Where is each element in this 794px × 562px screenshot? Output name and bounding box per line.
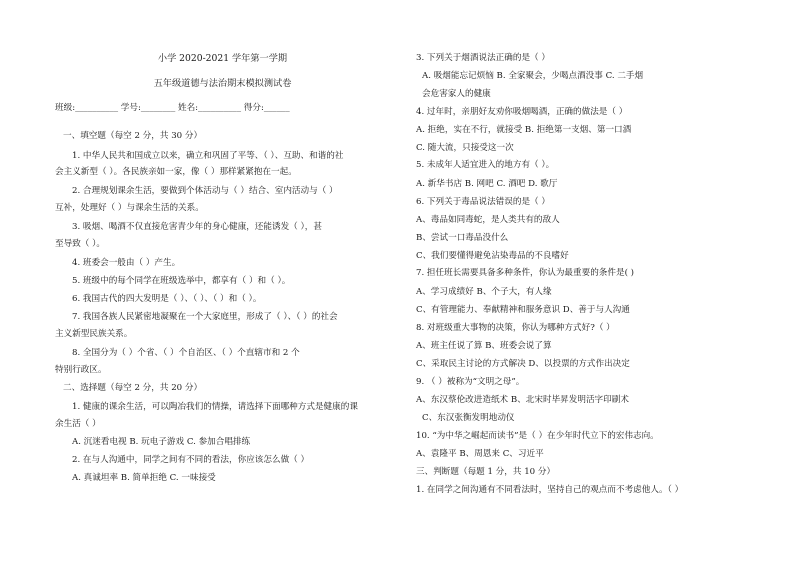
option-line: A、毒品如同毒蛇，是人类共有的敌人 [416, 215, 560, 225]
option-line: 会危害家人的健康 [422, 89, 491, 99]
question-line: 4. 过年时，亲朋好友劝你吸烟喝酒，正确的做法是（ ） [416, 107, 628, 117]
option-line: C、有管理能力、奉献精神和服务意识 D、善于与人沟通 [416, 305, 630, 315]
option-line: A、袁隆平 B、周恩来 C、习近平 [416, 449, 544, 459]
question-line: 10. “为中华之崛起而读书”是（ ）在少年时代立下的宏伟志向。 [416, 431, 659, 441]
question-line: 1. 中华人民共和国成立以来，确立和巩固了平等、（ ）、互助、和谐的社 [72, 151, 344, 161]
question-line: 互补，处理好（ ）与课余生活的关系。 [55, 203, 204, 213]
exam-title-line1: 小学 2020-2021 学年第一学期 [157, 53, 288, 64]
option-line: A. 沉迷看电视 B. 玩电子游戏 C. 参加合唱排练 [72, 437, 251, 447]
question-line: 7. 担任班长需要具备多种条件，你认为最重要的条件是( ) [416, 268, 635, 278]
question-line: 2. 合理规划课余生活，要做到个体活动与（ ）结合、室内活动与（ ） [72, 186, 338, 196]
student-info-line: 班级:__________ 学号:________ 姓名:__________ 得分:______ [55, 103, 290, 113]
question-line: 7. 我国各族人民紧密地凝聚在一个大家庭里，形成了（ ）、（ ）的社会 [72, 312, 338, 322]
question-line: 至导致（ ）。 [55, 239, 105, 249]
section-heading-fill: 一、填空题（每空 2 分，共 30 分） [63, 131, 203, 141]
option-line: C、东汉张衡发明地动仪 [422, 413, 515, 423]
question-line: 会主义新型（ ）。各民族亲如一家，像（ ）那样紧紧抱在一起。 [55, 167, 297, 177]
question-line: 5. 未成年人适宜进入的地方有（ ）。 [416, 160, 555, 170]
question-line: 3. 下列关于烟酒说法正确的是（ ） [416, 53, 550, 63]
option-line: A、学习成绩好 B、个子大，有人缘 [416, 287, 552, 297]
option-line: A、东汉蔡伦改进造纸术 B、北宋时毕昇发明活字印刷术 [416, 395, 629, 405]
option-line: C、采取民主讨论的方式解决 D、以投票的方式作出决定 [416, 359, 630, 369]
question-line: 8. 全国分为（ ）个省、（ ）个自治区、（ ）个直辖市和 2 个 [72, 348, 300, 358]
option-line: C. 随大流，只接受这一次 [416, 143, 514, 153]
question-line: 1. 在同学之间沟通有不同看法时，坚持自己的观点而不考虑他人。（ ） [416, 485, 684, 495]
section-heading-judge: 三、判断题（每题 1 分，共 10 分） [416, 467, 556, 477]
question-line: 特别行政区。 [55, 365, 107, 375]
question-line: 主义新型民族关系。 [55, 329, 133, 339]
question-line: 1. 健康的课余生活，可以陶冶我们的情操，请选择下面哪种方式是健康的课 [72, 402, 358, 412]
question-line: 8. 对班级重大事物的决策，你认为哪种方式好?（ ） [416, 323, 615, 333]
section-heading-choice: 二、选择题（每空 2 分，共 20 分） [63, 383, 203, 393]
question-line: 9. （ ）被称为“文明之母”。 [416, 377, 525, 387]
exam-title-line2: 五年级道德与法治期末模拟测试卷 [153, 78, 292, 89]
question-line: 5. 班级中的每个同学在班级选举中，都享有（ ）和（ ）。 [72, 276, 291, 286]
option-line: A. 真诚坦率 B. 简单拒绝 C. 一味接受 [72, 473, 216, 483]
option-line: A. 吸烟能忘记烦恼 B. 全家聚会，少喝点酒没事 C. 二手烟 [422, 71, 644, 81]
option-line: A. 拒绝，实在不行，就接受 B. 拒绝第一支烟、第一口酒 [416, 125, 632, 135]
option-line: A、班主任说了算 B、班委会说了算 [416, 341, 552, 351]
question-line: 2. 在与人沟通中，同学之间有不同的看法，你应该怎么做（ ） [72, 455, 310, 465]
question-line: 4. 班委会一般由（ ）产生。 [72, 258, 181, 268]
question-line: 3. 吸烟、喝酒不仅直接危害青少年的身心健康，还能诱发（ ），甚 [72, 222, 322, 232]
option-line: B、尝试一口毒品没什么 [416, 233, 509, 243]
option-line: A. 新华书店 B. 网吧 C. 酒吧 D. 歌厅 [416, 179, 558, 189]
question-line: 6. 下列关于毒品说法错误的是（ ） [416, 197, 550, 207]
question-line: 6. 我国古代的四大发明是（ ）、（ ）、（ ）和（ ）。 [72, 294, 262, 304]
question-line: 余生活（ ） [55, 419, 101, 429]
option-line: C、我们要懂得避免沾染毒品的不良嗜好 [416, 251, 569, 261]
